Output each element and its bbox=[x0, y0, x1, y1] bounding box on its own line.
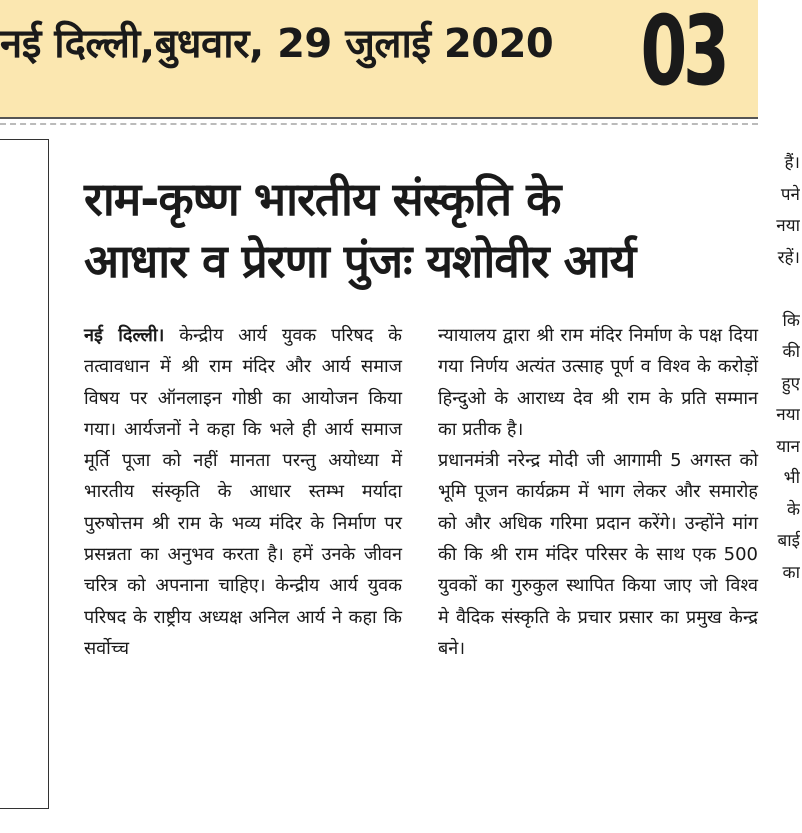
masthead bbox=[0, 0, 758, 117]
fragment-line: रहें। bbox=[777, 247, 800, 268]
article-column-2 bbox=[438, 320, 758, 664]
fragment-line: बाई bbox=[777, 531, 800, 551]
fragment-line: पने bbox=[780, 184, 800, 205]
fragment-line: का bbox=[782, 562, 800, 583]
fragment-line: के bbox=[786, 499, 800, 520]
headline-line-2: आधार व प्रेरणा पुंजः यशोवीर आर्य bbox=[84, 234, 636, 288]
article-headline bbox=[84, 168, 756, 292]
masthead-rule bbox=[0, 117, 758, 119]
fragment-line: नया bbox=[776, 405, 800, 425]
fragment-line: हुए bbox=[781, 373, 800, 394]
column-1-text: केन्द्रीय आर्य युवक परिषद के तत्वावधान में श्री राम मंदिर और आर्य समाज विषय पर ऑनलाइन गोष्ठी का आयोजन किया गया। आर्यजनों ने कहा कि भले ही आर्य समाज मूर्ति पूजा को नहीं मानता परन्तु अयोध्या में भारतीय संस्कृति के आधार स्तम्भ मर्यादा पुरुषोत्तम श्री राम के भव्य मंदिर के निर्माण पर प्रसन्नता का अनुभव करता है। हमें उनके जीवन चरित्र को अपनाना चाहिए। केन्द्रीय आर्य युवक परिषद के राष्ट्रीय अध्यक्ष अनिल आर्य ने कहा कि सर्वोच्च bbox=[84, 325, 403, 659]
masthead-date-line: नई दिल्ली,बुधवार, 29 जुलाई 2020 bbox=[0, 21, 554, 67]
fragment-line: यान bbox=[776, 436, 800, 457]
fragment-line: की bbox=[782, 342, 800, 362]
fragment-line: भी bbox=[783, 468, 800, 488]
fragment-line: कि bbox=[782, 310, 800, 331]
article-dateline: नई दिल्ली। bbox=[84, 325, 165, 346]
fragment-line: नया bbox=[776, 216, 800, 236]
fragment-line: हैं। bbox=[784, 153, 800, 173]
dashed-divider bbox=[0, 123, 758, 125]
headline-line-1: राम-कृष्ण भारतीय संस्कृति के bbox=[84, 172, 561, 226]
fragment-line bbox=[754, 274, 800, 306]
article-column-1 bbox=[84, 320, 402, 664]
column-2-paragraph-1: न्यायालय द्वारा श्री राम मंदिर निर्माण के पक्ष दिया गया निर्णय अत्यंत उत्साह पूर्ण व विश्व के करोड़ों हिन्दुओ के आराध्य देव श्री राम के प्रति सम्मान का प्रतीक है। bbox=[438, 325, 758, 440]
adjacent-article-fragments bbox=[754, 148, 800, 589]
column-2-paragraph-2: प्रधानमंत्री नरेन्द्र मोदी जी आगामी 5 अगस्त को भूमि पूजन कार्यक्रम में भाग लेकर और समारोह को और अधिक गरिमा प्रदान करेंगे। उन्होंने मांग की कि श्री राम मंदिर परिसर के साथ एक 500 युवकों का गुरुकुल स्थापित किया जाए जो विश्व मे वैदिक संस्कृति के प्रचार प्रसार का प्रमुख केन्द्र बने। bbox=[438, 450, 758, 659]
page-number: 03 bbox=[640, 0, 726, 107]
adjacent-article-box bbox=[0, 139, 49, 809]
